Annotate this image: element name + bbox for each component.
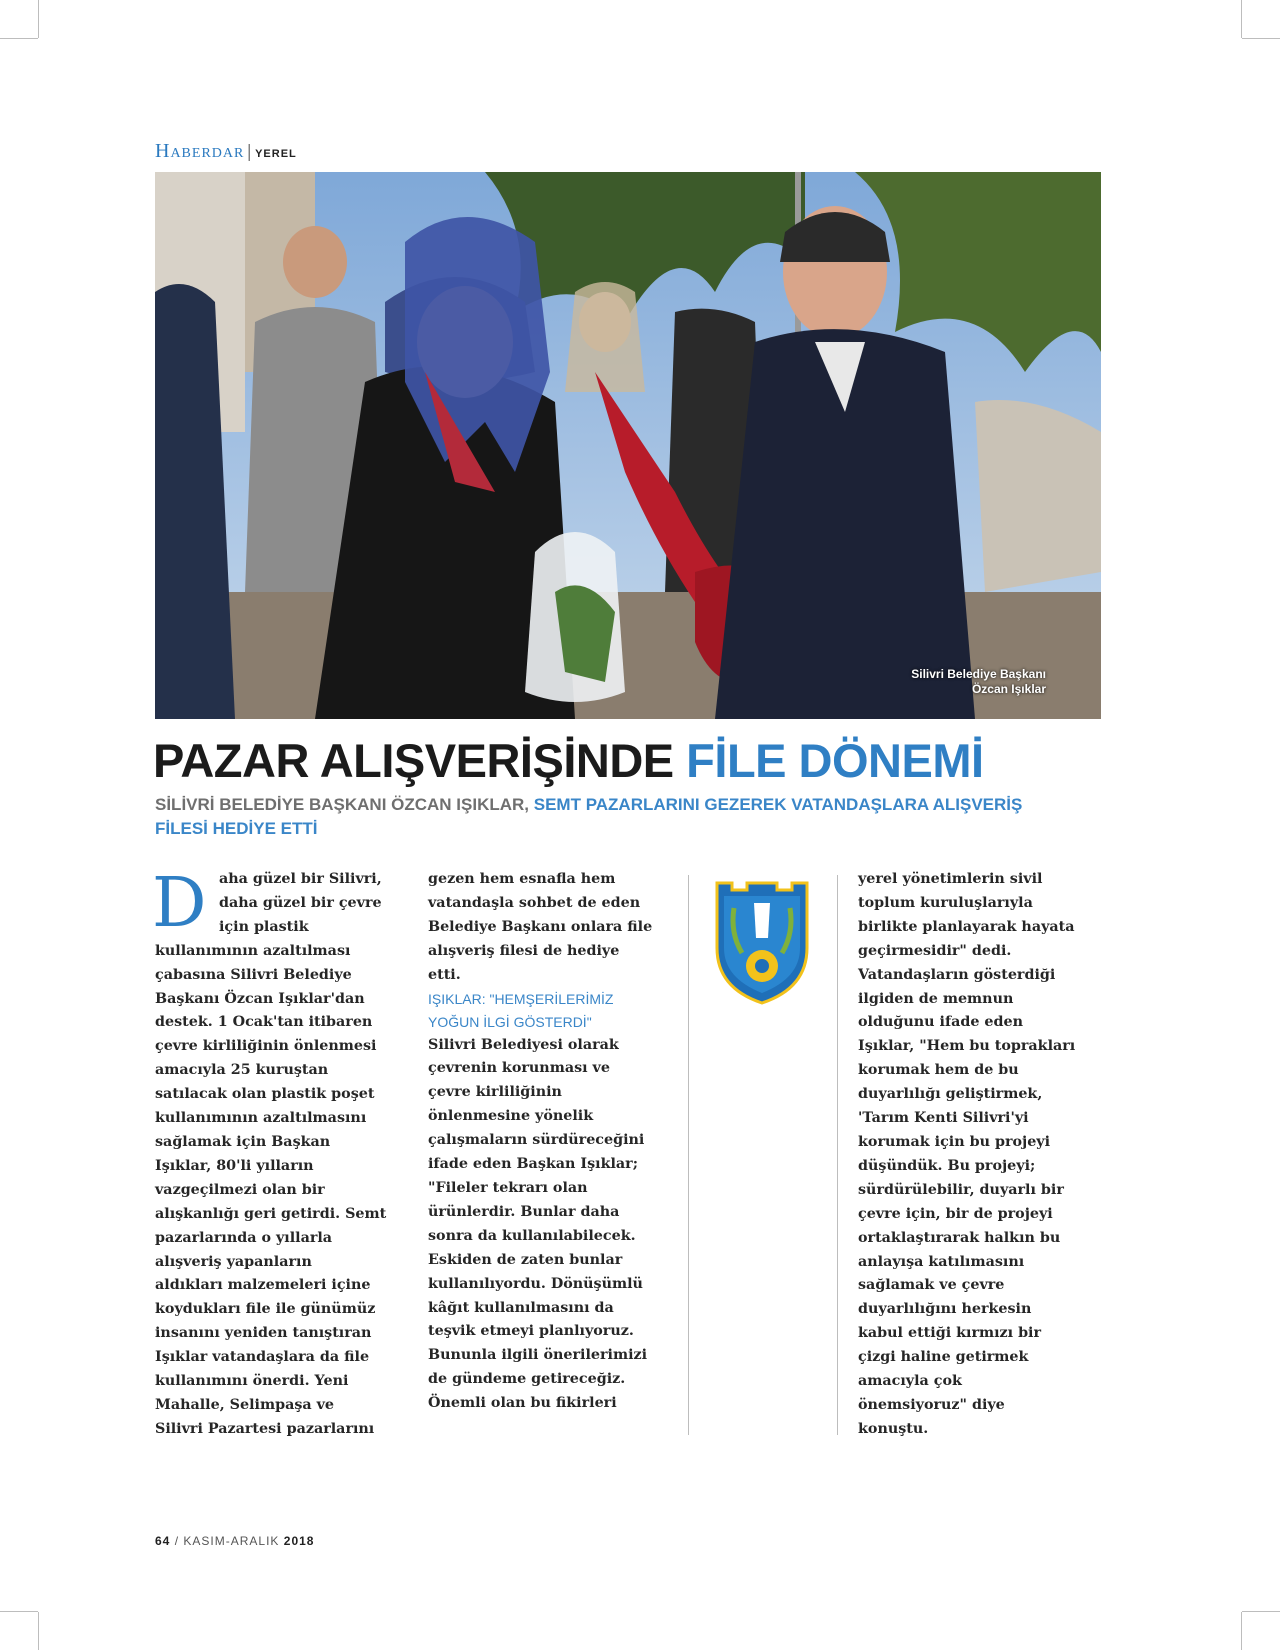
crop-mark-bottom-left [38,1612,39,1650]
silivri-municipality-emblem-icon [712,878,812,1008]
hero-photo [155,172,1101,719]
section-separator: | [246,142,254,162]
crop-mark-top-left [38,0,39,38]
section-label [155,140,297,163]
crop-mark-bottom-right [1241,1612,1242,1650]
article-column-4 [858,868,1093,1442]
subhead-part-gray: SİLİVRİ BELEDİYE BAŞKANI ÖZCAN IŞIKLAR, [155,795,534,814]
section-category: YEREL [255,148,297,160]
magazine-brand: Haberdar [155,140,245,162]
photo-caption [911,667,1046,697]
column-2-subtitle: IŞIKLAR: "HEMŞERİLERİMİZ YOĞUN İLGİ GÖSTERDİ" [428,990,614,1030]
crop-mark-top-right-h [1242,38,1280,39]
crop-mark-top-left-h [0,38,38,39]
column-1-body: kullanımının azaltılması çabasına Silivri Belediye Başkanı Özcan Işıklar'dan destek. 1 Ocak'tan itibaren çevre kirliliğinin önlenmesi amacıyla 25 kuruştan satılacak olan plastik poşet kullanımının azaltılmasını sağlamak için Başkan Işıklar, 80'li yılların vazgeçilmezi olan bir alışkanlığı geri getirdi. Semt pazarlarında o yıllarla alışveriş yapanların aldıkları malzemeleri içine koydukları file ile günümüz insanını yeniden tanıştıran Işıklar vatandaşlara da file kullanımını önerdi. Yeni Mahalle, Selimpaşa ve Silivri Pazartesi pazarlarını [155,942,387,1437]
issue-year: 2018 [283,1534,315,1548]
photo-caption-line2: Özcan Işıklar [971,682,1046,696]
column-2-top: gezen hem esnafla hem vatandaşla sohbet de eden Belediye Başkanı onlara file alışveriş filesi de hediye etti. [428,871,653,983]
issue-months: KASIM-ARALIK [183,1534,280,1548]
article-subhead [155,793,1055,841]
footer-separator: / [174,1534,180,1548]
headline-part-blue: FİLE DÖNEMİ [686,734,984,787]
page-footer [155,1534,314,1548]
column-4-body: yerel yönetimlerin sivil toplum kuruluşlarıyla birlikte planlayarak hayata geçirmesidir" dedi. Vatandaşların gösterdiği ilgiden de memnun olduğunu ifade eden Işıklar, "Hem bu toprakları korumak hem de bu duyarlılığı geliştirmek, 'Tarım Kenti Silivri'yi korumak için bu projeyi düşündük. Bu projeyi; sürdürülebilir, duyarlı bir çevre için, bir de projeyi ortaklaştırarak halkın bu anlayışa katılımasını sağlamak ve çevre duyarlılığını herkesin kabul ettiği kırmızı bir çizgi haline getirmek amacıyla çok önemsiyoruz" diye konuştu. [858,871,1076,1437]
drop-cap: D [152,864,207,943]
column-divider-1 [688,875,689,1435]
photo-caption-line1: Silivri Belediye Başkanı [911,667,1046,681]
headline-part-dark: PAZAR ALIŞVERİŞİNDE [153,734,687,787]
article-column-1 [155,868,395,1442]
crop-mark-top-right [1241,0,1242,38]
column-1-lead: aha güzel bir Silivri, daha güzel bir çevre için plastik [219,871,382,935]
crop-mark-bottom-left-h [0,1611,38,1612]
article-column-2 [428,868,673,1416]
page-number: 64 [155,1534,171,1548]
article-headline [153,733,984,789]
crop-mark-bottom-right-h [1242,1611,1280,1612]
hero-photo-illustration [155,172,1101,719]
column-divider-2 [837,875,838,1435]
column-2-body: Silivri Belediyesi olarak çevrenin korunması ve çevre kirliliğinin önlenmesine yönelik çalışmaların sürdüreceğini ifade eden Başkan Işıklar; "Fileler tekrarı olan ürünlerdir. Bunlar daha sonra da kullanılabilecek. Eskiden de zaten bunlar kullanılıyordu. Dönüşümlü kâğıt kullanılmasını da teşvik etmeyi planlıyoruz. Bununla ilgili önerilerimizi de gündeme getireceğiz. Önemli olan bu fikirleri [428,1036,648,1412]
subhead-part-blue: SEMT PAZARLARINI GEZEREK VATANDAŞLARA ALIŞVERİŞ FİLESİ HEDİYE ETTİ [155,795,1023,838]
